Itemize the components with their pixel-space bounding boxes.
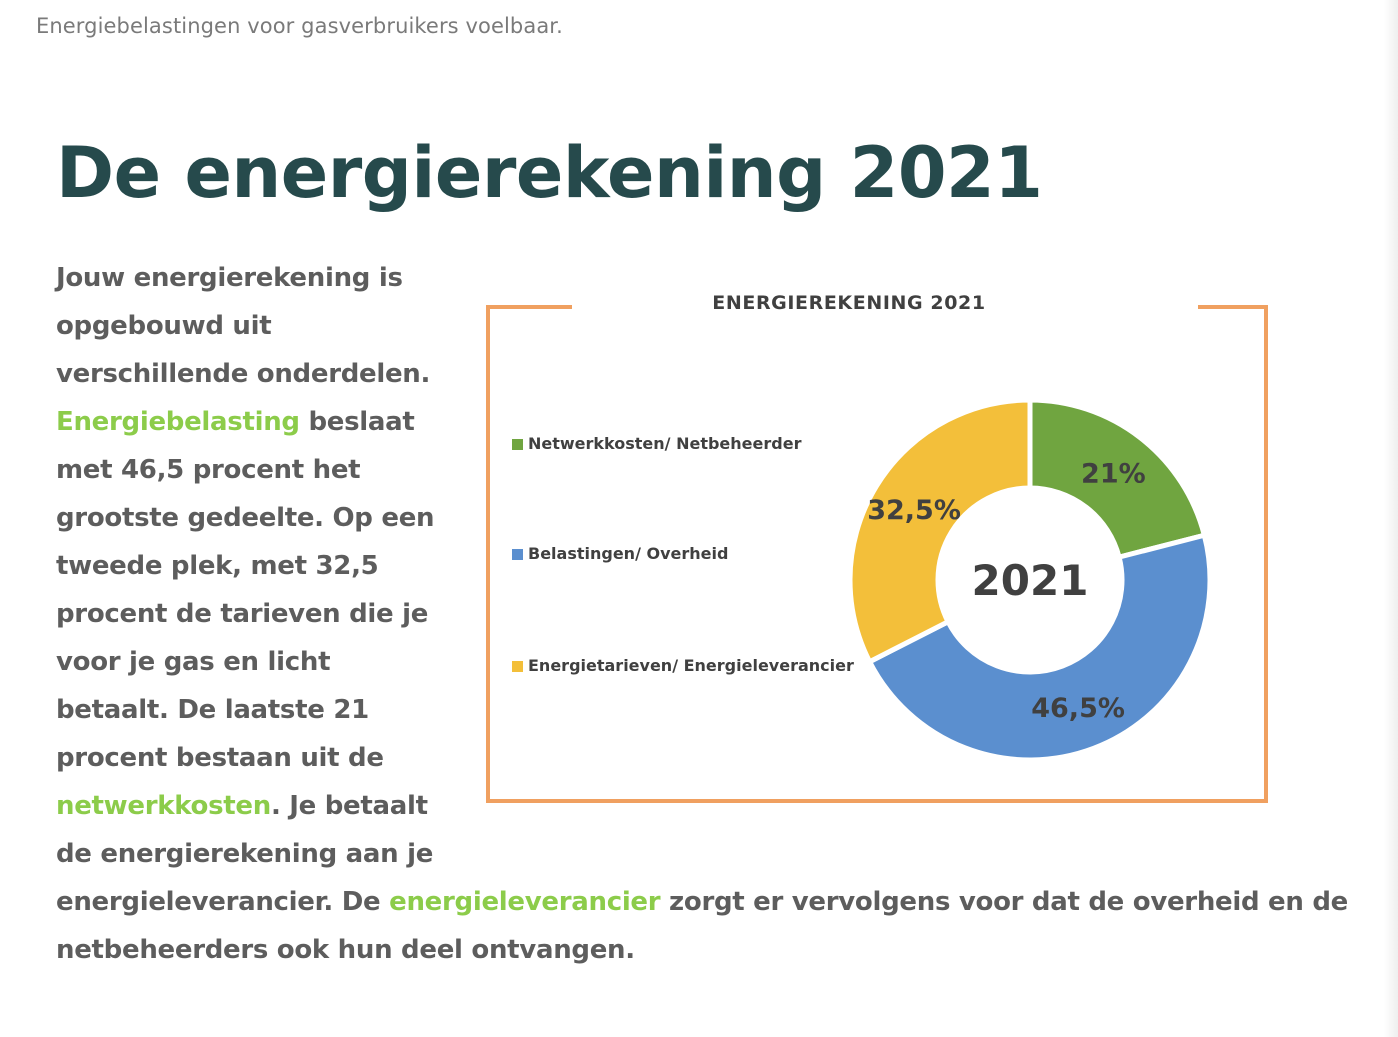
article-text-1: Jouw energierekening is opgebouwd uit verschillende onderdelen. xyxy=(56,263,431,389)
slice-energietarieven xyxy=(850,400,1030,662)
legend-item-netwerkkosten xyxy=(512,434,801,453)
article-text-4: zorgt er vervolgens voor dat de overheid en de netbeheerders ook hun deel ontvangen. xyxy=(56,887,1348,965)
page-edge-shadow xyxy=(1384,0,1398,1037)
article-text-3: . Je betaalt de energierekening aan je energieleverancier. De xyxy=(56,791,434,917)
legend-label-belastingen: Belastingen/ Overheid xyxy=(528,544,729,563)
link-energiebelasting[interactable]: Energiebelasting xyxy=(56,407,300,437)
legend-label-energietarieven: Energietarieven/ Energieleverancier xyxy=(528,656,854,675)
data-label-energietarieven: 32,5% xyxy=(867,494,961,526)
legend-item-energietarieven xyxy=(512,656,854,675)
legend-item-belastingen xyxy=(512,544,728,563)
article-top-line: Energiebelastingen voor gasverbruikers voelbaar. xyxy=(36,14,563,38)
article-text-2: beslaat met 46,5 procent het grootste gedeelte. Op een tweede plek, met 32,5 procent de tarieven die je voor je gas en licht betaalt. De laatste 21 procent bestaan uit de xyxy=(56,407,435,773)
chart-title: ENERGIEREKENING 2021 xyxy=(712,292,986,314)
donut-chart xyxy=(820,370,1240,790)
link-netwerkkosten[interactable]: netwerkkosten xyxy=(56,791,271,821)
donut-center-label: 2021 xyxy=(971,556,1089,605)
legend-swatch-green xyxy=(512,439,523,450)
page-title: De energierekening 2021 xyxy=(56,132,1043,214)
data-label-netwerkkosten: 21% xyxy=(1081,458,1146,490)
data-label-belastingen: 46,5% xyxy=(1031,693,1125,725)
link-energieleverancier[interactable]: energieleverancier xyxy=(389,887,661,917)
legend-label-netwerkkosten: Netwerkkosten/ Netbeheerder xyxy=(528,434,802,453)
legend-swatch-yellow xyxy=(512,661,523,672)
legend-swatch-blue xyxy=(512,549,523,560)
